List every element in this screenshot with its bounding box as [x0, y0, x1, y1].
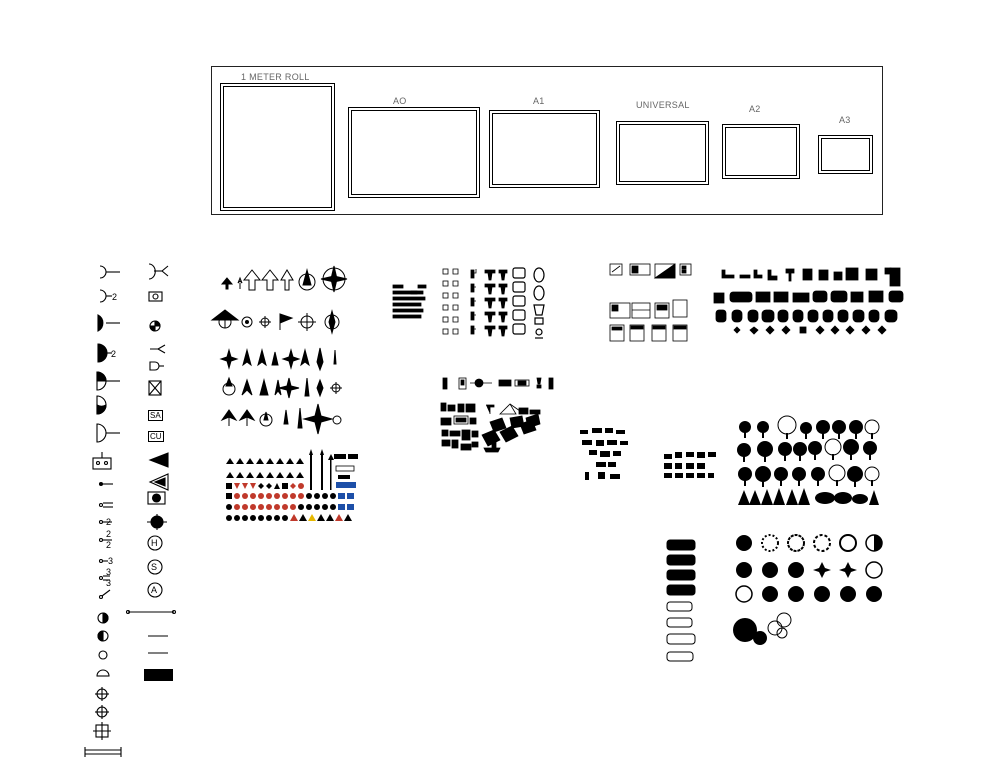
plan-tree-row-3 — [736, 586, 882, 602]
label-two-e: 2 — [106, 540, 112, 550]
label-three: 3 — [108, 556, 114, 566]
label-two-c: 2 — [106, 517, 112, 527]
label-two-d: 2 — [106, 529, 112, 539]
sheet-label-a2: A2 — [749, 104, 761, 114]
label-a: A — [151, 585, 158, 595]
sheet-label-a1: A1 — [533, 96, 545, 106]
plan-tree-row-2 — [736, 562, 882, 578]
sheet-label-a3: A3 — [839, 115, 851, 125]
sheet-label-universal: UNIVERSAL — [636, 100, 690, 110]
plan-tree-row-1 — [736, 535, 882, 551]
label-two-b: 2 — [111, 349, 117, 359]
label-h: H — [151, 538, 158, 548]
sheet-label-a0: AO — [393, 96, 407, 106]
sheet-label-1m-roll: 1 METER ROLL — [241, 72, 310, 82]
plan-tree-row-4 — [733, 613, 791, 645]
label-three-c: 3 — [106, 578, 112, 588]
sa-box: SA — [150, 411, 161, 420]
label-two: 2 — [112, 292, 118, 302]
cu-box: CU — [150, 432, 162, 441]
label-s: S — [151, 562, 158, 572]
label-three-b: 3 — [106, 567, 112, 577]
